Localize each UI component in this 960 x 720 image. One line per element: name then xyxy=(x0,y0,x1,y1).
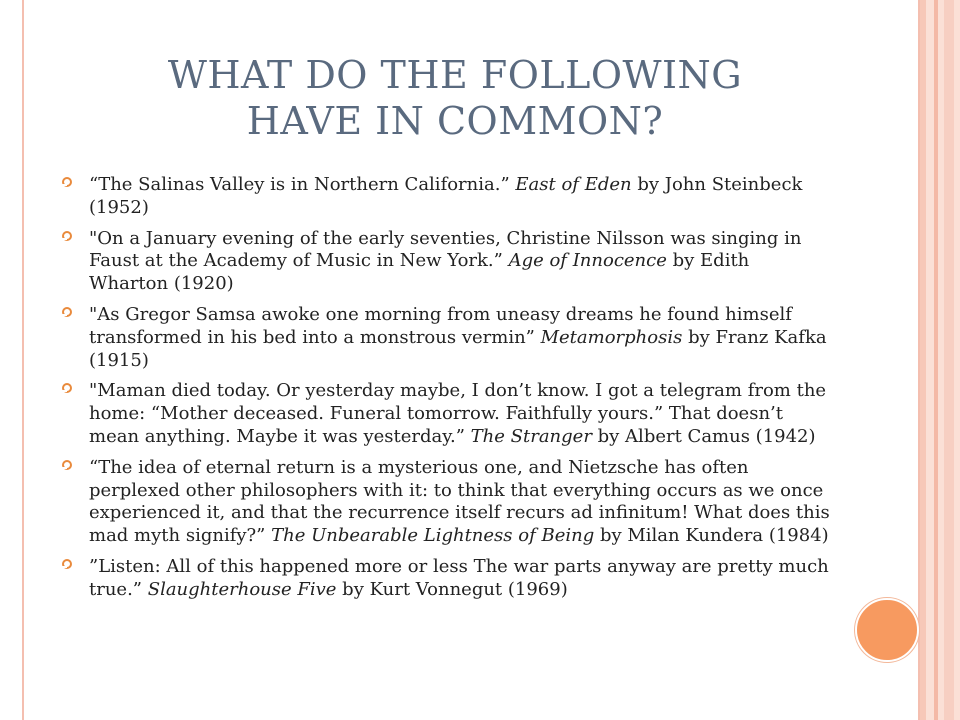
stripe xyxy=(920,0,926,720)
bullet-ring-icon xyxy=(62,460,72,470)
quote-text: ”Listen: All of this happened more or less The war parts anyway are pretty much true.” xyxy=(89,555,829,600)
bullet-ring-icon xyxy=(62,307,72,317)
book-title: The Unbearable Lightness of Being xyxy=(271,525,595,547)
book-title: Age of Innocence xyxy=(508,250,667,272)
byline: by Milan Kundera (1984) xyxy=(594,525,829,547)
byline: by John Steinbeck (1952) xyxy=(89,174,803,218)
list-item xyxy=(62,228,832,296)
orange-circle-decoration xyxy=(855,598,919,662)
left-border-decoration xyxy=(0,0,24,720)
quote-text: "Maman died today. Or yesterday maybe, I don’t know. I got a telegram from the home: “Mother deceased. Funeral tomorrow. Faithfully yours.” That doesn’t mean anything. Maybe it was yesterday.” xyxy=(89,380,827,447)
bullet-ring-icon xyxy=(62,383,72,393)
quote-text: “The idea of eternal return is a mysterious one, and Nietzsche has often perplexed other philosophers with it: to think that everything occurs as we once experienced it, and that the recurrence itself recurs ad infinitum! What does this mad myth signify?” xyxy=(89,456,830,547)
stripe xyxy=(934,0,938,720)
bullet-ring-icon xyxy=(62,559,72,569)
byline: by Franz Kafka (1915) xyxy=(89,326,827,371)
bullet-ring-icon xyxy=(62,177,72,187)
list-item xyxy=(62,457,832,548)
list-item xyxy=(62,304,832,372)
title-line-1: WHAT DO THE FOLLOWING xyxy=(167,53,743,97)
title-line-2: HAVE IN COMMON? xyxy=(246,99,664,143)
bullet-ring-icon xyxy=(62,231,72,241)
list-item xyxy=(62,380,832,448)
byline: by Albert Camus (1942) xyxy=(591,425,816,447)
book-title: East of Eden xyxy=(515,174,632,195)
list-item xyxy=(62,174,832,220)
slide-title xyxy=(110,52,800,144)
quote-text: “The Salinas Valley is in Northern California.” xyxy=(89,174,516,195)
book-title: Metamorphosis xyxy=(540,326,683,348)
quote-text: "As Gregor Samsa awoke one morning from uneasy dreams he found himself transformed in his bed into a monstrous vermin” xyxy=(89,303,792,348)
stripe xyxy=(944,0,954,720)
book-title: Slaughterhouse Five xyxy=(147,578,337,600)
quote-list xyxy=(62,174,832,610)
byline: by Edith Wharton (1920) xyxy=(89,250,750,295)
right-stripes-decoration xyxy=(920,0,960,720)
byline: by Kurt Vonnegut (1969) xyxy=(336,578,568,600)
book-title: The Stranger xyxy=(470,425,592,447)
list-item xyxy=(62,556,832,602)
quote-text: "On a January evening of the early seventies, Christine Nilsson was singing in Faust at the Academy of Music in New York.” xyxy=(89,227,802,272)
